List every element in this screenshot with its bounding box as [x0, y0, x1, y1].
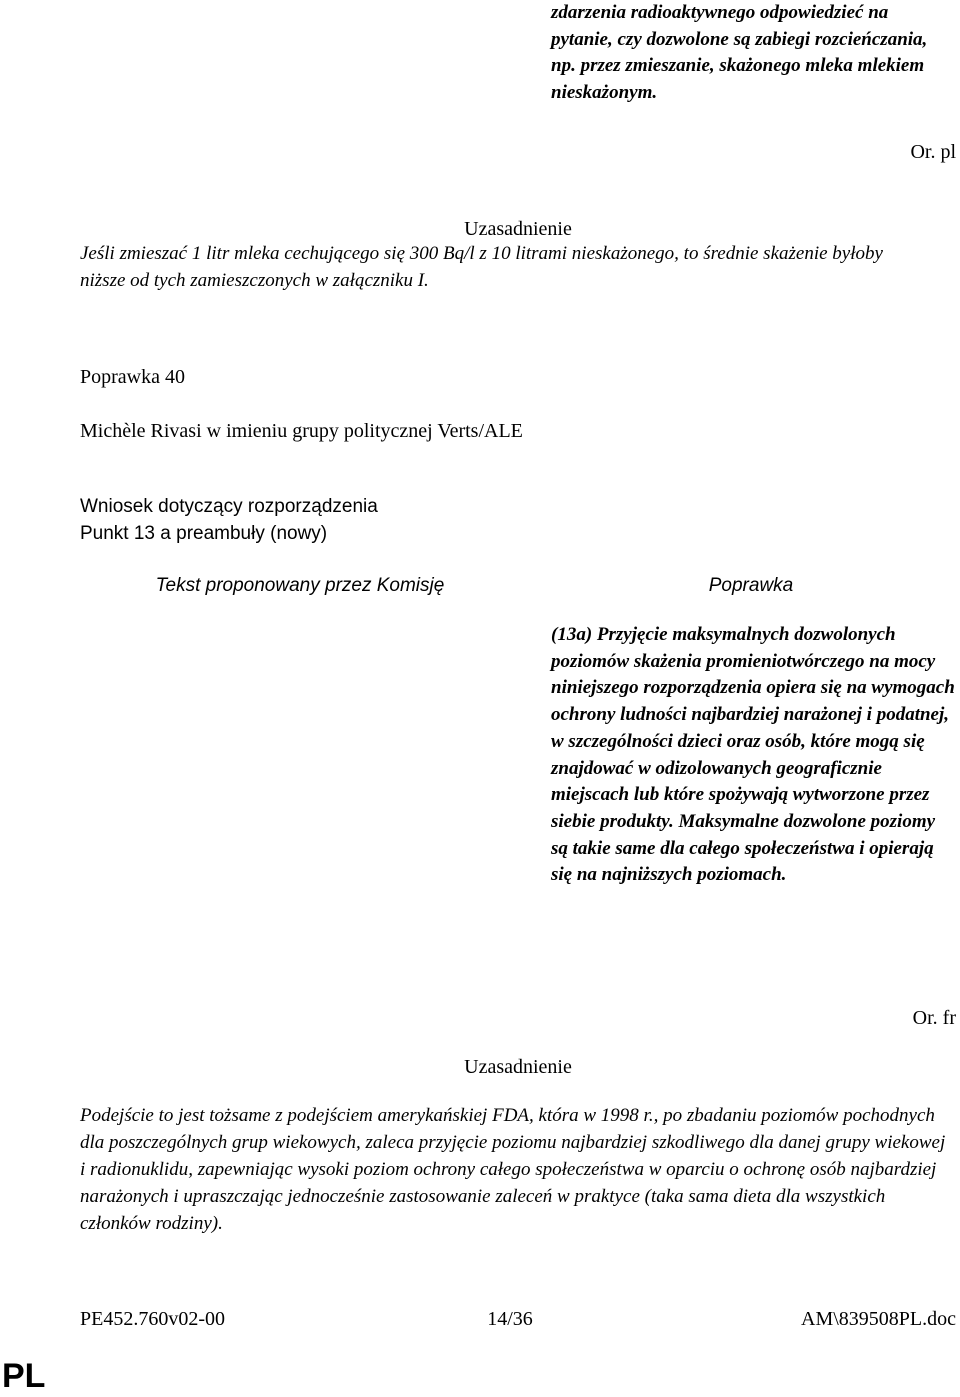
footer-page-number: 14/36 [487, 1308, 533, 1330]
justification-text: Jeśli zmieszać 1 litr mleka cechującego się 300 Bq/l z 10 litrami nieskażonego, to średnie skażenie byłoby niższe od tych zamieszczonych w załączniku I. [80, 243, 883, 291]
column-header-commission: Tekst proponowany przez Komisję [155, 575, 445, 596]
justification-heading-2: Uzasadnienie [464, 1056, 572, 1078]
amendment-text-continuation: zdarzenia radioaktywnego odpowiedzieć na pytanie, czy dozwolone są zabiegi rozcieńczania, np. przez zmieszanie, skażonego mleka mlekiem nieskażonym. [551, 2, 928, 104]
footer-language-code: PL [2, 1357, 46, 1395]
amendment-text: (13a) Przyjęcie maksymalnych dozwolonych poziomów skażenia promieniotwórczego na mocy niniejszego rozporządzenia opiera się na wymogach ochrony ludności najbardziej narażonej i podatnej, w szczególności dzieci oraz osób, które mogą się znajdować w odizolowanych geograficznie miejscach lub które spożywają wytworzone przez siebie produkty. Maksymalne dozwolone poziomy są takie same dla całego społeczeństwa i opierają się na najniższych poziomach. [551, 624, 955, 886]
justification-text-2: Podejście to jest tożsame z podejściem amerykańskiej FDA, która w 1998 r., po zbadaniu poziomów pochodnych dla poszczególnych grup wiekowych, zaleca przyjęcie poziomu najbardziej szkodliwego dla danej grupy wiekowej i radionuklidu, zapewniając wysoki poziom ochrony całego społeczeństwa w oparciu o ochronę osób najbardziej narażonych i upraszczając jednocześnie zastosowanie zaleceń w praktyce (taka sama dieta dla wszystkich członków rodziny). [80, 1105, 946, 1234]
original-language-pl: Or. pl [910, 141, 956, 163]
footer-doc-ref: PE452.760v02-00 [80, 1308, 225, 1330]
justification-heading: Uzasadnienie [464, 218, 572, 240]
footer-file-name: AM\839508PL.doc [801, 1308, 956, 1330]
original-language-fr: Or. fr [912, 1007, 956, 1029]
proposal-title: Wniosek dotyczący rozporządzenia [80, 496, 378, 517]
amendment-number: Poprawka 40 [80, 366, 185, 388]
amendment-author: Michèle Rivasi w imieniu grupy politycznej Verts/ALE [80, 420, 523, 442]
column-header-amendment: Poprawka [708, 575, 794, 596]
article-reference: Punkt 13 a preambuły (nowy) [80, 523, 328, 544]
